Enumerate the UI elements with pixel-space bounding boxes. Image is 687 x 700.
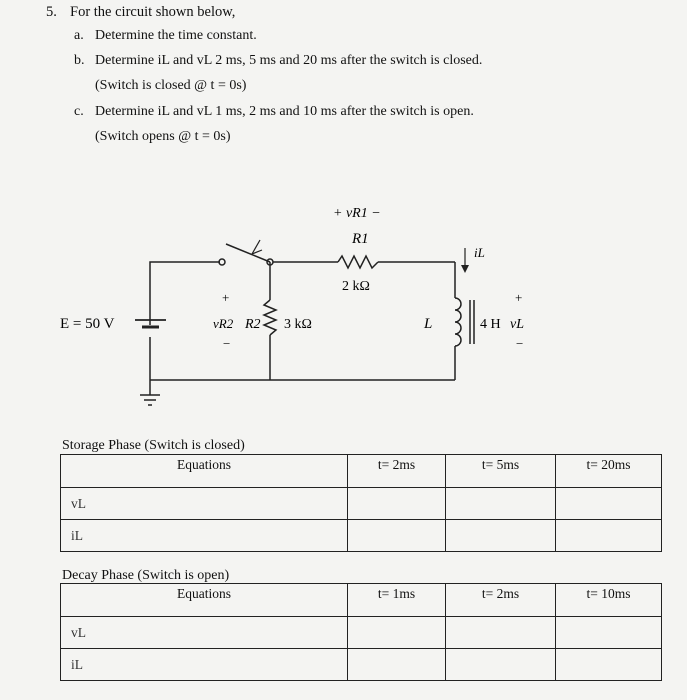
- decay-equations-header: Equations: [61, 584, 348, 617]
- r1-resistor: [338, 256, 378, 268]
- part-b-note: (Switch is closed @ t = 0s): [95, 78, 247, 93]
- part-c-text: Determine iL and vL 1 ms, 2 ms and 10 ms after the switch is open.: [95, 104, 474, 119]
- switch-blade: [226, 244, 270, 262]
- storage-t1-header: t= 2ms: [348, 455, 446, 488]
- decay-t3-header: t= 10ms: [556, 584, 662, 617]
- storage-equations-header: Equations: [61, 455, 348, 488]
- decay-il-t3-cell[interactable]: [556, 649, 662, 681]
- decay-row-vl-label: vL: [61, 617, 348, 649]
- r1-voltage-label: + vR1 −: [333, 206, 381, 221]
- decay-vl-t3-cell[interactable]: [556, 617, 662, 649]
- storage-t2-header: t= 5ms: [446, 455, 556, 488]
- inductor-coil: [455, 298, 461, 346]
- decay-t1-header: t= 1ms: [348, 584, 446, 617]
- question-prompt: For the circuit shown below,: [70, 4, 236, 20]
- question-number: 5.: [46, 4, 57, 20]
- part-b-text: Determine iL and vL 2 ms, 5 ms and 20 ms after the switch is closed.: [95, 53, 483, 68]
- decay-table: [60, 583, 662, 681]
- part-c-letter: c.: [74, 104, 84, 119]
- part-b-letter: b.: [74, 53, 85, 68]
- decay-il-t2-cell[interactable]: [446, 649, 556, 681]
- storage-vl-t1-cell[interactable]: [348, 488, 446, 520]
- r2-voltage-label: vR2: [213, 316, 234, 331]
- storage-table: [60, 454, 662, 552]
- vl-plus-label: +: [515, 290, 523, 305]
- r2-value-label: 3 kΩ: [284, 317, 312, 332]
- storage-il-t1-cell[interactable]: [348, 520, 446, 552]
- storage-t3-header: t= 20ms: [556, 455, 662, 488]
- source-label: E = 50 V: [60, 316, 115, 332]
- part-c-note: (Switch opens @ t = 0s): [95, 129, 231, 144]
- r2-resistor: [264, 300, 276, 335]
- r1-value-label: 2 kΩ: [342, 279, 370, 294]
- storage-vl-t3-cell[interactable]: [556, 488, 662, 520]
- inductor-value-label: 4 H: [480, 317, 501, 332]
- r2-minus-label: −: [223, 336, 231, 351]
- decay-title: Decay Phase (Switch is open): [62, 568, 230, 583]
- storage-row-il-label: iL: [61, 520, 348, 552]
- current-label: iL: [474, 245, 485, 260]
- decay-il-t1-cell[interactable]: [348, 649, 446, 681]
- decay-t2-header: t= 2ms: [446, 584, 556, 617]
- vl-label: vL: [510, 317, 524, 332]
- storage-title: Storage Phase (Switch is closed): [62, 438, 245, 453]
- storage-row-vl-label: vL: [61, 488, 348, 520]
- storage-vl-t2-cell[interactable]: [446, 488, 556, 520]
- vl-minus-label: −: [516, 336, 524, 351]
- decay-vl-t2-cell[interactable]: [446, 617, 556, 649]
- r2-name-label: R2: [245, 317, 261, 332]
- storage-il-t3-cell[interactable]: [556, 520, 662, 552]
- storage-il-t2-cell[interactable]: [446, 520, 556, 552]
- wire-left-top: [150, 262, 220, 325]
- decay-row-il-label: iL: [61, 649, 348, 681]
- decay-vl-t1-cell[interactable]: [348, 617, 446, 649]
- inductor-name-label: L: [424, 316, 433, 332]
- r2-plus-label: +: [222, 290, 230, 305]
- part-a-letter: a.: [74, 28, 84, 43]
- r1-name-label: R1: [352, 231, 369, 247]
- part-a-text: Determine the time constant.: [95, 28, 257, 43]
